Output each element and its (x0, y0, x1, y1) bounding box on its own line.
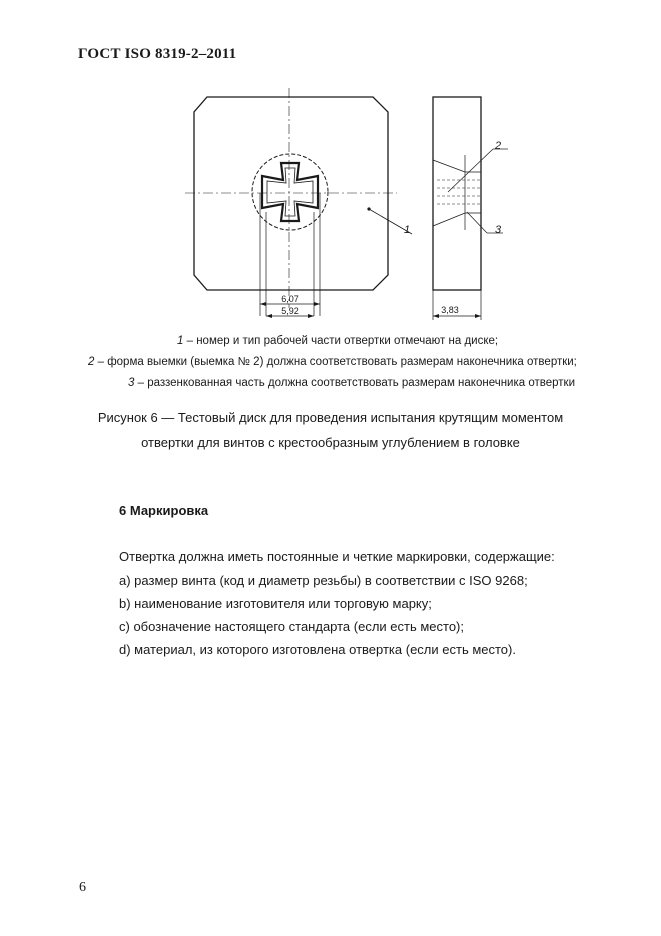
section-heading: 6 Маркировка (119, 503, 209, 518)
leader-label-1: 1 (404, 224, 411, 236)
legend-item-3: 3 – раззенкованная часть должна соответствовать размерам наконечника отвертки (128, 377, 576, 389)
dimension-d2: 5,92 (281, 306, 299, 316)
dimension-thickness: 3,83 (441, 305, 459, 315)
list-item-b: b) наименование изготовителя или торговую марку; (119, 596, 432, 611)
document-header: ГОСТ ISO 8319-2–2011 (78, 46, 237, 62)
legend-item-2: 2 – форма выемки (выемка № 2) должна соответствовать размерам наконечника отвертки; (88, 356, 577, 368)
legend-item-1: 1 – номер и тип рабочей части отвертки отмечают на диске; (177, 335, 499, 347)
figure-caption-line2: отвертки для винтов с крестообразным углублением в головке (141, 435, 520, 450)
disk-front-outline (194, 97, 388, 290)
page-number: 6 (79, 880, 86, 895)
disk-side-outline (433, 97, 481, 290)
list-item-c: c) обозначение настоящего стандарта (если есть место); (119, 619, 464, 634)
list-item-d: d) материал, из которого изготовлена отвертка (если есть место). (119, 642, 516, 657)
body-intro: Отвертка должна иметь постоянные и четкие маркировки, содержащие: (119, 549, 555, 564)
leader-label-2: 2 (495, 140, 502, 152)
leader-label-3: 3 (495, 224, 502, 236)
list-item-a: a) размер винта (код и диаметр резьбы) в соответствии с ISO 9268; (119, 573, 528, 588)
test-disk-drawing (0, 0, 661, 330)
figure-caption-line1: Рисунок 6 — Тестовый диск для проведения испытания крутящим моментом (97, 410, 564, 425)
countersink-circle (252, 154, 328, 230)
dimension-d1: 6,07 (281, 294, 299, 304)
cross-recess (262, 163, 318, 221)
